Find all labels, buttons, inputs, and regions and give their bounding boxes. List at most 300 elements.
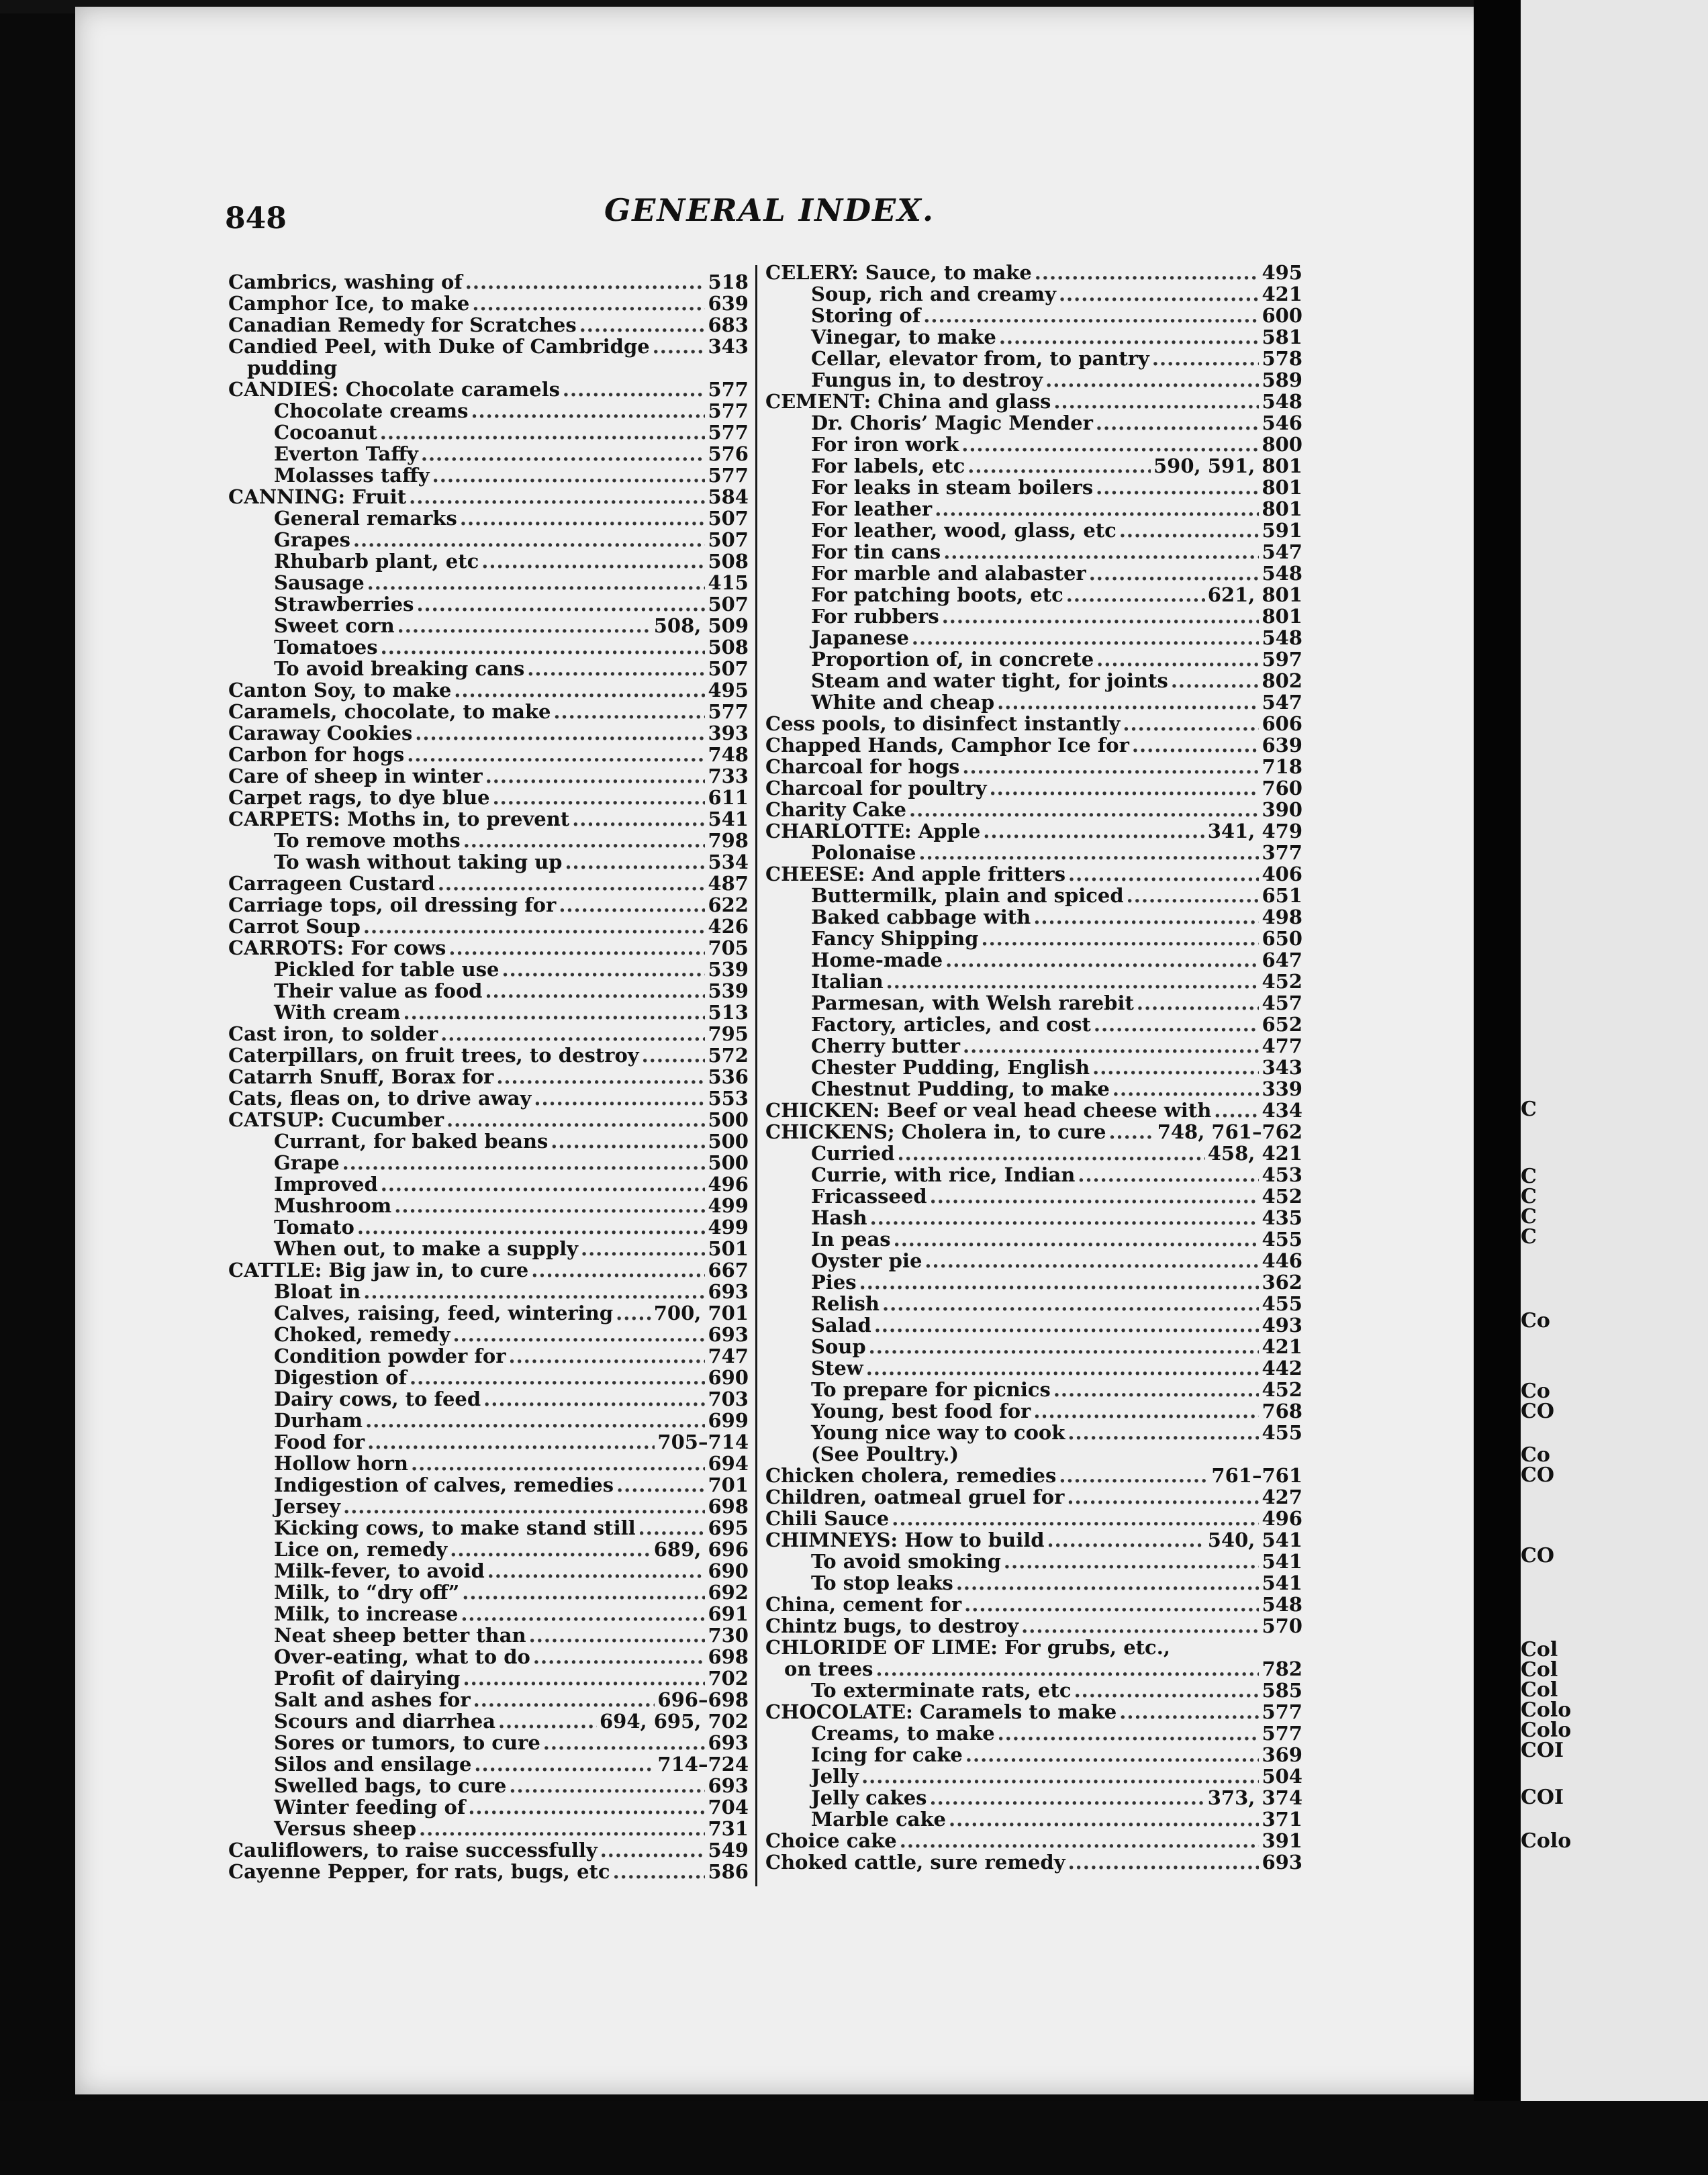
index-entry-term: Hash bbox=[811, 1206, 867, 1229]
index-entry bbox=[228, 1023, 749, 1045]
dot-leader bbox=[363, 1281, 705, 1302]
index-entry bbox=[765, 541, 1302, 563]
index-entry bbox=[228, 1453, 749, 1474]
dot-leader bbox=[616, 1302, 651, 1324]
index-entry-term: Fancy Shipping bbox=[811, 927, 979, 950]
index-entry-page: 435 bbox=[1262, 1206, 1302, 1229]
index-entry-term: Polonaise bbox=[811, 841, 916, 864]
index-entry-term: Cess pools, to disinfect instantly bbox=[765, 712, 1121, 735]
index-entry-term: Chestnut Pudding, to make bbox=[811, 1077, 1110, 1100]
index-entry-term: Oyster pie bbox=[811, 1249, 922, 1272]
index-entry bbox=[765, 584, 1302, 606]
index-entry-page: 508 bbox=[708, 636, 749, 659]
index-entry bbox=[228, 550, 749, 572]
index-entry-page: 589 bbox=[1262, 369, 1302, 391]
dot-leader bbox=[1096, 412, 1260, 434]
index-entry bbox=[228, 636, 749, 658]
index-entry-page: 541 bbox=[708, 808, 749, 830]
index-entry bbox=[765, 670, 1302, 691]
dot-leader bbox=[929, 1787, 1204, 1808]
dot-leader bbox=[448, 937, 705, 959]
index-entry bbox=[228, 486, 749, 508]
index-entry-term: Grape bbox=[274, 1151, 340, 1174]
index-entry-term: Cocoanut bbox=[274, 421, 377, 444]
index-entry-term: White and cheap bbox=[811, 691, 995, 714]
index-entry-page: 504 bbox=[1262, 1765, 1302, 1788]
index-entry-term: Young nice way to cook bbox=[811, 1421, 1065, 1444]
index-entry-page: 577 bbox=[708, 399, 749, 422]
index-entry-page: 702 bbox=[708, 1667, 749, 1690]
index-entry-page: 536 bbox=[708, 1065, 749, 1088]
index-entry bbox=[765, 1014, 1302, 1035]
index-entry bbox=[765, 691, 1302, 713]
index-entry bbox=[765, 1271, 1302, 1293]
dot-leader bbox=[1096, 648, 1259, 670]
facing-page-fragment: Co bbox=[1521, 1443, 1550, 1467]
dot-leader bbox=[581, 1238, 705, 1259]
index-entry bbox=[228, 1861, 749, 1882]
index-entry-term: Steam and water tight, for joints bbox=[811, 669, 1168, 692]
index-entry bbox=[228, 508, 749, 529]
dot-leader bbox=[367, 1431, 655, 1453]
index-entry bbox=[228, 1710, 749, 1732]
dot-leader bbox=[1059, 283, 1260, 305]
index-entry bbox=[765, 498, 1302, 520]
index-entry-term: Japanese bbox=[811, 626, 909, 649]
index-entry-page: 362 bbox=[1262, 1271, 1302, 1294]
index-entry-page: 696–698 bbox=[657, 1688, 749, 1711]
index-entry-page: 499 bbox=[708, 1216, 749, 1239]
index-entry bbox=[765, 756, 1302, 777]
index-entry-page: 650 bbox=[1262, 927, 1302, 950]
dot-leader bbox=[531, 1259, 705, 1281]
index-entry-term: CHOCOLATE: Caramels to make bbox=[765, 1700, 1117, 1723]
index-entry-page: 548 bbox=[1262, 390, 1302, 413]
index-entry bbox=[228, 808, 749, 830]
index-entry bbox=[228, 1796, 749, 1818]
index-entry-page: 730 bbox=[708, 1624, 749, 1647]
dot-leader bbox=[381, 636, 706, 658]
index-entry-term: Scours and diarrhea bbox=[274, 1710, 495, 1733]
index-entry bbox=[765, 842, 1302, 863]
index-entry bbox=[765, 1293, 1302, 1314]
index-column-left bbox=[228, 271, 749, 1882]
index-entry-page: 651 bbox=[1262, 884, 1302, 907]
dot-leader bbox=[1033, 1400, 1259, 1422]
index-entry-term: Indigestion of calves, remedies bbox=[274, 1473, 614, 1496]
index-entry bbox=[765, 305, 1302, 326]
dot-leader bbox=[961, 434, 1259, 455]
index-entry-page: 694 bbox=[708, 1452, 749, 1475]
index-entry-page: 548 bbox=[1262, 1593, 1302, 1616]
index-entry-term: Jelly bbox=[811, 1765, 859, 1788]
dot-leader bbox=[446, 1109, 705, 1130]
index-entry-term: Canadian Remedy for Scratches bbox=[228, 313, 577, 336]
index-entry-term: To prepare for picnics bbox=[811, 1378, 1051, 1401]
index-entry-term: For labels, etc bbox=[811, 454, 965, 477]
dot-leader bbox=[600, 1839, 706, 1861]
index-entry-page: 341, 479 bbox=[1207, 820, 1302, 842]
index-entry bbox=[228, 787, 749, 808]
index-entry bbox=[765, 434, 1302, 455]
index-entry bbox=[765, 1637, 1302, 1658]
index-entry-page: 539 bbox=[708, 979, 749, 1002]
index-entry-term: CELERY: Sauce, to make bbox=[765, 261, 1032, 284]
index-entry-term: Cauliflowers, to raise successfully bbox=[228, 1839, 598, 1862]
index-entry bbox=[228, 851, 749, 873]
index-entry bbox=[765, 1357, 1302, 1379]
dot-leader bbox=[886, 971, 1260, 992]
index-entry-term: Caterpillars, on fruit trees, to destroy bbox=[228, 1044, 639, 1067]
index-entry-term: Dairy cows, to feed bbox=[274, 1388, 481, 1410]
index-entry-page: 690 bbox=[708, 1366, 749, 1389]
index-entry bbox=[228, 293, 749, 314]
index-entry bbox=[228, 1839, 749, 1861]
index-entry bbox=[765, 1400, 1302, 1422]
index-entry-page: 693 bbox=[708, 1280, 749, 1303]
index-entry bbox=[228, 1732, 749, 1753]
dot-leader bbox=[1045, 369, 1259, 391]
dot-leader bbox=[472, 293, 705, 314]
index-entry-page: 747 bbox=[708, 1345, 749, 1367]
index-entry-page: 695 bbox=[708, 1516, 749, 1539]
index-entry bbox=[765, 1078, 1302, 1100]
index-entry-page: 570 bbox=[1262, 1614, 1302, 1637]
index-entry bbox=[228, 443, 749, 465]
dot-leader bbox=[453, 1324, 706, 1345]
dot-leader bbox=[956, 1572, 1260, 1594]
index-entry-term: Condition powder for bbox=[274, 1345, 506, 1367]
dot-leader bbox=[918, 842, 1259, 863]
dot-leader bbox=[407, 744, 705, 765]
dot-leader bbox=[963, 1035, 1259, 1057]
dot-leader bbox=[616, 1474, 705, 1496]
index-entry-page: 692 bbox=[708, 1581, 749, 1604]
index-entry-page: 518 bbox=[708, 271, 749, 293]
dot-leader bbox=[1068, 1851, 1260, 1873]
index-entry-page: 547 bbox=[1262, 691, 1302, 714]
index-entry-page: 553 bbox=[708, 1087, 749, 1110]
index-entry bbox=[765, 1314, 1302, 1336]
index-entry-term: Vinegar, to make bbox=[811, 326, 996, 348]
dot-leader bbox=[416, 593, 705, 615]
index-entry-page: 548 bbox=[1262, 562, 1302, 585]
dot-leader bbox=[343, 1496, 705, 1517]
index-entry bbox=[765, 627, 1302, 648]
dot-leader bbox=[498, 1710, 597, 1732]
dot-leader bbox=[509, 1345, 706, 1367]
index-entry-page: 703 bbox=[708, 1388, 749, 1410]
index-entry bbox=[228, 873, 749, 894]
index-entry-page: 421 bbox=[1262, 1335, 1302, 1358]
dot-leader bbox=[363, 916, 706, 937]
index-entry bbox=[228, 916, 749, 937]
index-entry-page: 782 bbox=[1262, 1657, 1302, 1680]
index-entry-term: Canton Soy, to make bbox=[228, 679, 452, 702]
index-entry-term: Lice on, remedy bbox=[274, 1538, 448, 1561]
index-entry-term: Fungus in, to destroy bbox=[811, 369, 1043, 391]
index-entry-term: Salad bbox=[811, 1314, 871, 1337]
index-entry-page: 733 bbox=[708, 765, 749, 787]
index-entry bbox=[228, 336, 749, 357]
dot-leader bbox=[949, 1808, 1259, 1830]
index-entry bbox=[765, 1465, 1302, 1486]
dot-leader bbox=[967, 455, 1151, 477]
dot-leader bbox=[1033, 906, 1259, 928]
facing-page-fragment: Col bbox=[1521, 1658, 1558, 1682]
index-entry-page: 704 bbox=[708, 1796, 749, 1819]
facing-page-fragment: Colo bbox=[1521, 1829, 1572, 1853]
index-entry-term: For iron work bbox=[811, 433, 959, 456]
index-entry-page: 760 bbox=[1262, 777, 1302, 800]
dot-leader bbox=[943, 541, 1259, 563]
index-entry bbox=[228, 1238, 749, 1259]
dot-leader bbox=[579, 314, 706, 336]
index-entry-term: Silos and ensilage bbox=[274, 1753, 472, 1776]
dot-leader bbox=[460, 508, 706, 529]
index-entry bbox=[228, 1345, 749, 1367]
dot-leader bbox=[874, 1314, 1260, 1336]
index-entry-page: 795 bbox=[708, 1022, 749, 1045]
index-entry-term: Soup, rich and creamy bbox=[811, 283, 1056, 305]
index-entry-term: Storing of bbox=[811, 304, 921, 327]
index-entry-page: 452 bbox=[1262, 1185, 1302, 1208]
index-entry-term: Everton Taffy bbox=[274, 442, 418, 465]
index-entry-page: 508 bbox=[708, 550, 749, 573]
dot-leader bbox=[1089, 563, 1260, 584]
index-entry bbox=[228, 1045, 749, 1066]
dot-leader bbox=[894, 1228, 1260, 1250]
index-entry-page: 698 bbox=[708, 1645, 749, 1668]
dot-leader bbox=[474, 1753, 655, 1775]
facing-page-fragment: Co bbox=[1521, 1380, 1550, 1403]
index-entry-page: 798 bbox=[708, 829, 749, 852]
index-entry bbox=[228, 1088, 749, 1109]
index-entry-term: Chapped Hands, Camphor Ice for bbox=[765, 734, 1129, 757]
index-entry-term: Choked cattle, sure remedy bbox=[765, 1851, 1065, 1874]
index-entry-page: 377 bbox=[1262, 841, 1302, 864]
index-entry-term: Tomato bbox=[274, 1216, 354, 1239]
index-entry-page: 581 bbox=[1262, 326, 1302, 348]
index-entry-term: Neat sheep better than bbox=[274, 1624, 526, 1647]
index-entry bbox=[228, 314, 749, 336]
index-entry-term: Choked, remedy bbox=[274, 1323, 450, 1346]
index-entry-term: Cellar, elevator from, to pantry bbox=[811, 347, 1149, 370]
index-entry-term: For leather bbox=[811, 497, 933, 520]
index-entry bbox=[765, 1808, 1302, 1830]
index-entry bbox=[228, 379, 749, 400]
dot-leader bbox=[404, 1002, 706, 1023]
dot-leader bbox=[1035, 262, 1260, 283]
facing-page-fragment: CO bbox=[1521, 1544, 1555, 1567]
dot-leader bbox=[463, 1668, 706, 1689]
index-entry-term: CHEESE: And apple fritters bbox=[765, 863, 1066, 885]
index-entry-term: CATTLE: Big jaw in, to cure bbox=[228, 1259, 529, 1282]
index-entry-page: 611 bbox=[708, 786, 749, 809]
dot-leader bbox=[1108, 1121, 1154, 1143]
index-entry-page: 694, 695, 702 bbox=[600, 1710, 749, 1733]
index-entry-page: 434 bbox=[1262, 1099, 1302, 1122]
dot-leader bbox=[1132, 734, 1260, 756]
index-entry-page: 507 bbox=[708, 507, 749, 530]
dot-leader bbox=[909, 799, 1259, 820]
index-entry bbox=[765, 1615, 1302, 1637]
dot-leader bbox=[1059, 1465, 1208, 1486]
index-entry bbox=[228, 529, 749, 550]
index-entry-term: Home-made bbox=[811, 949, 943, 971]
index-entry-term: General remarks bbox=[274, 507, 457, 530]
dot-leader bbox=[990, 777, 1260, 799]
index-entry-term: Carpet rags, to dye blue bbox=[228, 786, 490, 809]
index-entry-page: 600 bbox=[1262, 304, 1302, 327]
index-entry bbox=[228, 1410, 749, 1431]
index-entry-term: CARPETS: Moths in, to prevent bbox=[228, 808, 570, 830]
index-entry-page: 700, 701 bbox=[653, 1302, 749, 1324]
index-entry-page: 639 bbox=[1262, 734, 1302, 757]
dot-leader bbox=[485, 980, 705, 1002]
index-entry-page: 500 bbox=[708, 1130, 749, 1153]
dot-leader bbox=[642, 1045, 706, 1066]
dot-leader bbox=[1137, 992, 1260, 1014]
dot-leader bbox=[1119, 520, 1260, 541]
facing-page-fragment: COI bbox=[1521, 1739, 1564, 1762]
index-entry-term: Jersey bbox=[274, 1495, 341, 1518]
index-entry bbox=[228, 1539, 749, 1560]
dot-leader bbox=[1171, 670, 1260, 691]
index-entry-term: Buttermilk, plain and spiced bbox=[811, 884, 1124, 907]
index-entry-page: 585 bbox=[1262, 1679, 1302, 1702]
index-entry-term: For marble and alabaster bbox=[811, 562, 1086, 585]
index-entry bbox=[228, 271, 749, 293]
index-entry bbox=[228, 1388, 749, 1410]
index-entry-term: Sweet corn bbox=[274, 614, 395, 637]
index-entry-page: 546 bbox=[1262, 412, 1302, 434]
index-entry-page: 705–714 bbox=[657, 1431, 749, 1453]
index-entry-page: 718 bbox=[1262, 755, 1302, 778]
dot-leader bbox=[1068, 1422, 1259, 1443]
index-entry bbox=[228, 1173, 749, 1195]
dot-leader bbox=[962, 756, 1259, 777]
index-entry bbox=[765, 1207, 1302, 1228]
index-entry-term: Carrot Soup bbox=[228, 915, 361, 938]
dot-leader bbox=[935, 498, 1259, 520]
index-entry bbox=[228, 937, 749, 959]
dot-leader bbox=[471, 400, 705, 422]
index-entry-term: Carbon for hogs bbox=[228, 743, 405, 766]
index-entry bbox=[765, 262, 1302, 283]
index-entry-page: 572 bbox=[708, 1044, 749, 1067]
index-entry bbox=[228, 1002, 749, 1023]
index-entry bbox=[765, 1035, 1302, 1057]
index-entry bbox=[765, 1100, 1302, 1121]
dot-leader bbox=[553, 701, 705, 722]
index-entry-term: Charity Cake bbox=[765, 798, 907, 821]
index-entry bbox=[765, 906, 1302, 928]
index-entry-page: 406 bbox=[1262, 863, 1302, 885]
index-entry-term: Charcoal for poultry bbox=[765, 777, 987, 800]
dot-leader bbox=[997, 691, 1259, 713]
index-entry-page: 426 bbox=[708, 915, 749, 938]
index-entry-term: To stop leaks bbox=[811, 1572, 953, 1594]
index-entry-term: Baked cabbage with bbox=[811, 906, 1031, 928]
index-entry-term: Cambrics, washing of bbox=[228, 271, 463, 293]
index-entry-term: CHARLOTTE: Apple bbox=[765, 820, 981, 842]
dot-leader bbox=[942, 606, 1260, 627]
index-entry-term: Chili Sauce bbox=[765, 1507, 890, 1530]
index-entry-term: Relish bbox=[811, 1292, 880, 1315]
facing-page-fragment: C bbox=[1521, 1205, 1537, 1228]
index-entry bbox=[765, 928, 1302, 949]
index-entry-page: 801 bbox=[1262, 476, 1302, 499]
index-entry bbox=[228, 1625, 749, 1646]
dot-leader bbox=[1021, 1615, 1259, 1637]
index-entry bbox=[765, 1658, 1302, 1680]
index-entry bbox=[228, 765, 749, 787]
index-entry-term: Factory, articles, and cost bbox=[811, 1013, 1091, 1036]
index-entry bbox=[765, 563, 1302, 584]
index-entry-page: 801 bbox=[1262, 605, 1302, 628]
index-entry-term: Fricasseed bbox=[811, 1185, 927, 1208]
dot-leader bbox=[440, 1023, 705, 1045]
facing-page-fragment: C bbox=[1521, 1185, 1537, 1208]
index-entry bbox=[765, 1551, 1302, 1572]
index-entry-term: To exterminate rats, etc bbox=[811, 1679, 1072, 1702]
index-entry-page: 549 bbox=[708, 1839, 749, 1862]
index-entry bbox=[765, 1228, 1302, 1250]
index-entry-page: 748, 761–762 bbox=[1157, 1120, 1302, 1143]
index-entry-term: Cast iron, to solder bbox=[228, 1022, 438, 1045]
index-entry-page: 343 bbox=[708, 335, 749, 358]
book-gutter bbox=[1474, 0, 1521, 2175]
index-entry-page: 576 bbox=[708, 442, 749, 465]
index-entry-term: To avoid breaking cans bbox=[274, 657, 525, 680]
index-entry-page: 501 bbox=[708, 1237, 749, 1260]
index-entry-term: Tomatoes bbox=[274, 636, 378, 659]
index-entry-term: Sores or tumors, to cure bbox=[274, 1731, 540, 1754]
index-entry-term: Swelled bags, to cure bbox=[274, 1774, 507, 1797]
index-entry bbox=[228, 1560, 749, 1582]
index-entry-term: For rubbers bbox=[811, 605, 939, 628]
index-entry bbox=[228, 593, 749, 615]
index-entry-term: Sausage bbox=[274, 571, 365, 594]
index-entry-term: Italian bbox=[811, 970, 884, 993]
facing-page-fragment: Colo bbox=[1521, 1719, 1572, 1742]
dot-leader bbox=[481, 550, 705, 572]
dot-leader bbox=[365, 1410, 705, 1431]
index-entry-term: Icing for cake bbox=[811, 1743, 963, 1766]
dot-leader bbox=[551, 1130, 705, 1152]
dot-leader bbox=[875, 1658, 1259, 1680]
index-entry-page: 455 bbox=[1262, 1292, 1302, 1315]
dot-leader bbox=[432, 465, 706, 486]
index-entry-term: CHLORIDE OF LIME: For grubs, etc., bbox=[765, 1636, 1170, 1659]
index-entry bbox=[765, 971, 1302, 992]
dot-leader bbox=[572, 808, 705, 830]
dot-leader bbox=[367, 572, 706, 593]
index-entry bbox=[228, 1689, 749, 1710]
dot-leader bbox=[613, 1861, 706, 1882]
index-entry-page: 689, 696 bbox=[653, 1538, 749, 1561]
index-entry bbox=[765, 992, 1302, 1014]
index-entry-page: 458, 421 bbox=[1207, 1142, 1302, 1165]
dot-leader bbox=[485, 765, 706, 787]
facing-page-fragment: Col bbox=[1521, 1638, 1558, 1661]
dot-leader bbox=[483, 1388, 705, 1410]
index-entry-page: 621, 801 bbox=[1207, 583, 1302, 606]
index-entry bbox=[228, 422, 749, 443]
index-entry-term: Candied Peel, with Duke of Cambridge bbox=[228, 335, 650, 358]
index-entry-term: Curried bbox=[811, 1142, 895, 1165]
